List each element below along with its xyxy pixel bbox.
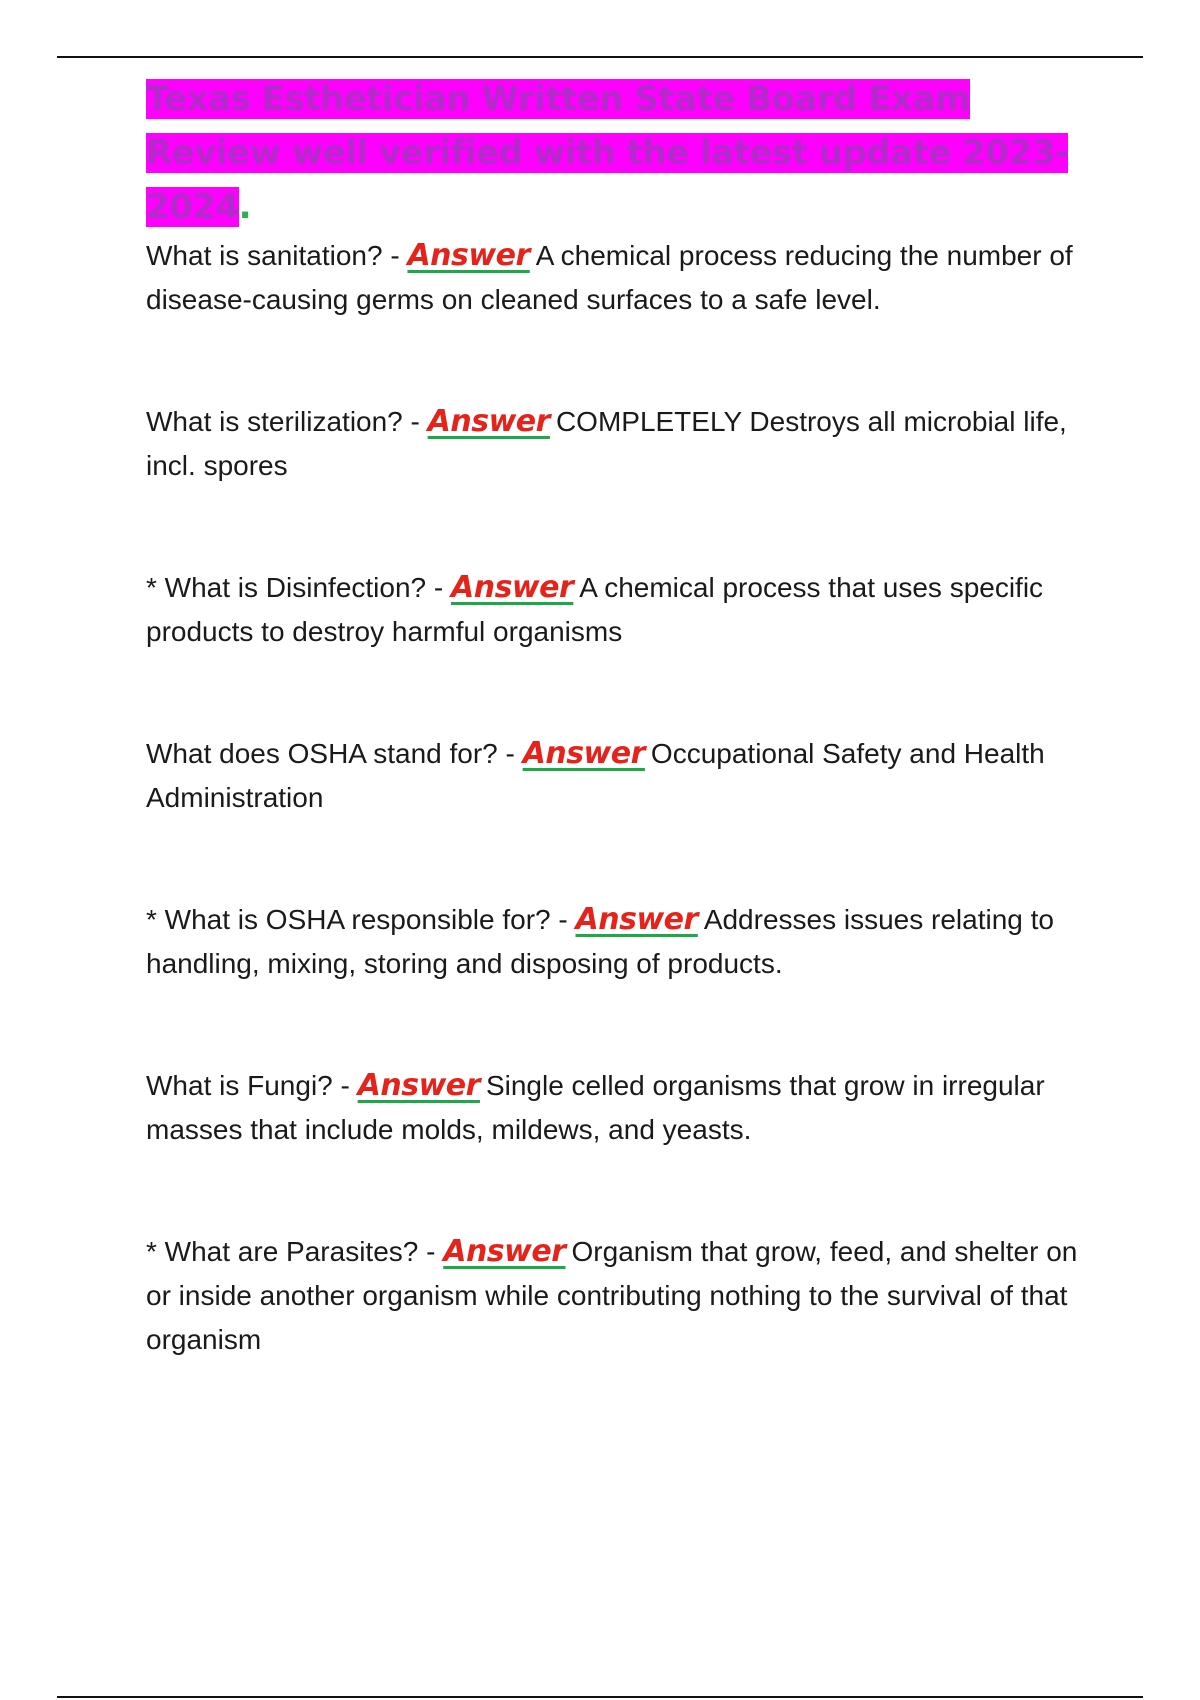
question-text: * What are Parasites? - bbox=[146, 1236, 444, 1267]
answer-text: A chemical process reducing the number of disease-causing germs on cleaned surfaces to a safe level. bbox=[146, 240, 1073, 315]
qa-item-osha-responsibility bbox=[146, 898, 1086, 986]
top-rule bbox=[57, 56, 1143, 58]
answer-text: A chemical process that uses specific products to destroy harmful organisms bbox=[146, 572, 1044, 647]
qa-item-osha-name bbox=[146, 732, 1086, 820]
answer-label: Answer bbox=[443, 1234, 566, 1269]
qa-item-sanitation bbox=[146, 234, 1086, 322]
answer-text: COMPLETELY Destroys all microbial life, incl. spores bbox=[146, 406, 1067, 481]
answer-text: Single celled organisms that grow in irregular masses that include molds, mildews, and yeasts. bbox=[146, 1070, 1045, 1145]
title-period: . bbox=[238, 187, 252, 227]
answer-label: Answer bbox=[575, 902, 698, 937]
answer-label: Answer bbox=[357, 1068, 480, 1103]
answer-label: Answer bbox=[451, 570, 574, 605]
question-text: What is sanitation? - bbox=[146, 240, 408, 271]
bottom-rule bbox=[57, 1696, 1143, 1698]
qa-item-fungi bbox=[146, 1064, 1086, 1152]
question-text: What is sterilization? - bbox=[146, 406, 428, 437]
qa-item-sterilization bbox=[146, 400, 1086, 488]
document-title-text: Texas Esthetician Written State Board Exam Review well verified with the latest update 2023-2024 bbox=[146, 79, 1069, 227]
question-text: What is Fungi? - bbox=[146, 1070, 358, 1101]
question-text: * What is OSHA responsible for? - bbox=[146, 904, 576, 935]
document-title bbox=[146, 72, 1086, 234]
qa-item-parasites bbox=[146, 1230, 1086, 1362]
answer-text: Organism that grow, feed, and shelter on or inside another organism while contributing nothing to the survival of that organism bbox=[146, 1236, 1078, 1355]
answer-text: Addresses issues relating to handling, mixing, storing and disposing of products. bbox=[146, 904, 1054, 979]
qa-item-disinfection bbox=[146, 566, 1086, 654]
answer-text: Occupational Safety and Health Administration bbox=[146, 738, 1045, 813]
answer-label: Answer bbox=[407, 238, 530, 273]
question-text: * What is Disinfection? - bbox=[146, 572, 451, 603]
answer-label: Answer bbox=[522, 736, 645, 771]
answer-label: Answer bbox=[427, 404, 550, 439]
document-body bbox=[146, 72, 1086, 1440]
question-text: What does OSHA stand for? - bbox=[146, 738, 523, 769]
